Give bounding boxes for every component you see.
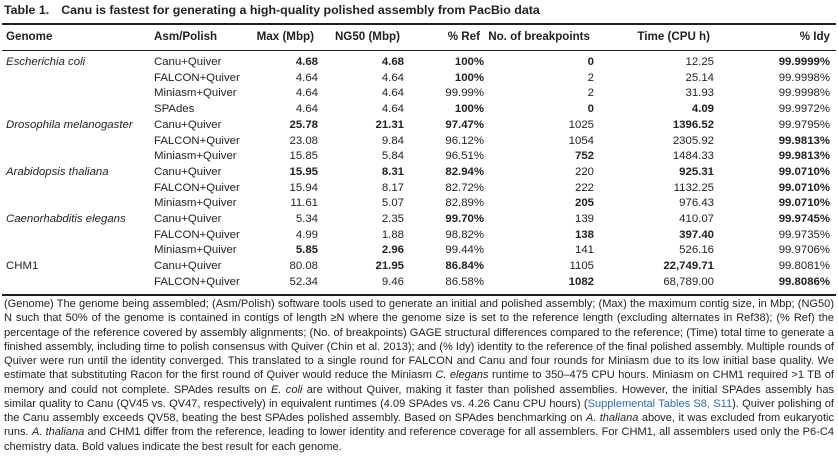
cell-time: 397.40	[679, 228, 714, 241]
cell-identity: 99.9745%	[778, 213, 830, 226]
cell-ng50: 8.17	[381, 181, 404, 194]
cell-asm: FALCON+Quiver	[154, 275, 240, 288]
cell-max: 5.34	[295, 213, 318, 226]
cell-identity: 99.9813%	[778, 150, 830, 163]
cell-identity: 99.9706%	[778, 244, 830, 257]
cell-ng50: 21.31	[375, 118, 404, 131]
footnote-species-a-thaliana: A. thaliana	[585, 412, 639, 424]
table-row	[0, 134, 838, 150]
cell-ng50: 4.64	[381, 71, 404, 84]
cell-max: 15.95	[289, 165, 318, 178]
cell-time: 410.07	[679, 213, 714, 226]
cell-ng50: 2.96	[381, 244, 404, 257]
cell-identity: 99.9999%	[778, 56, 830, 68]
cell-max: 52.34	[289, 275, 318, 288]
cell-ref: 99.70%	[445, 213, 484, 226]
cell-ref: 82.94%	[445, 165, 484, 178]
cell-breakpoints: 220	[574, 165, 594, 178]
cell-ref: 82.89%	[445, 197, 484, 210]
footnote-text: runtime to 350–475 CPU hours. Miniasm on CHM1 required >1 TB of memory and could not complete. SPAdes results on	[4, 369, 834, 396]
cell-identity: 99.9998%	[778, 87, 830, 100]
cell-breakpoints: 205	[574, 197, 594, 210]
cell-time: 976.43	[679, 197, 714, 210]
cell-ref: 96.51%	[445, 150, 484, 163]
cell-max: 25.78	[289, 118, 318, 131]
cell-identity: 99.8081%	[778, 260, 830, 273]
cell-max: 4.68	[295, 56, 318, 68]
cell-time: 25.14	[685, 71, 714, 84]
cell-asm: FALCON+Quiver	[154, 134, 240, 147]
header-breakpoints: No. of breakpoints	[488, 30, 590, 43]
cell-genome	[0, 181, 154, 197]
cell-genome: Caenorhabditis elegans	[6, 213, 126, 226]
table-row	[0, 118, 838, 134]
header-asm-polish: Asm/Polish	[154, 30, 218, 43]
header-identity: % Idy	[799, 30, 830, 43]
cell-asm: Canu+Quiver	[154, 56, 222, 68]
cell-time: 2305.92	[672, 134, 714, 147]
top-rule	[2, 23, 836, 25]
cell-time: 1396.52	[672, 118, 714, 131]
cell-ref: 100%	[454, 71, 484, 84]
supplemental-tables-link[interactable]: Supplemental Tables S8, S11	[587, 397, 733, 410]
cell-time: 31.93	[685, 87, 714, 100]
header-max: Max (Mbp)	[256, 30, 314, 43]
footnote-species-c-elegans: C. elegans	[435, 369, 489, 382]
cell-ng50: 5.84	[381, 150, 404, 163]
cell-ref: 86.84%	[445, 260, 484, 273]
cell-time: 12.25	[685, 56, 714, 68]
cell-max: 5.85	[295, 244, 318, 257]
cell-ref: 100%	[454, 103, 484, 116]
table-row	[0, 55, 838, 71]
cell-breakpoints: 2	[587, 71, 594, 84]
table-footnote	[4, 297, 834, 454]
cell-ref: 98.82%	[445, 228, 484, 241]
cell-max: 80.08	[289, 260, 318, 273]
header-genome: Genome	[6, 30, 53, 43]
cell-time: 22,749.71	[663, 260, 714, 273]
cell-identity: 99.9998%	[778, 71, 830, 84]
cell-asm: FALCON+Quiver	[154, 228, 240, 241]
cell-ref: 100%	[454, 56, 484, 68]
cell-asm: Canu+Quiver	[154, 213, 222, 226]
table-row	[0, 149, 838, 165]
cell-max: 23.08	[289, 134, 318, 147]
cell-max: 15.85	[289, 150, 318, 163]
cell-identity: 99.0710%	[778, 197, 830, 210]
cell-breakpoints: 222	[574, 181, 594, 194]
cell-max: 4.99	[295, 228, 318, 241]
cell-genome	[0, 196, 154, 212]
cell-genome: Arabidopsis thaliana	[6, 165, 109, 178]
cell-max: 4.64	[295, 103, 318, 116]
footnote-species-a-thaliana: A. thaliana	[31, 426, 85, 439]
cell-genome	[0, 149, 154, 165]
cell-genome	[0, 71, 154, 87]
cell-ref: 99.44%	[445, 244, 484, 257]
table-row	[0, 181, 838, 197]
cell-breakpoints: 1025	[568, 118, 594, 131]
cell-max: 4.64	[295, 87, 318, 100]
cell-identity: 99.0710%	[778, 181, 830, 194]
table-row	[0, 102, 838, 118]
cell-genome	[0, 134, 154, 150]
table-row	[0, 228, 838, 244]
cell-breakpoints: 1054	[568, 134, 594, 147]
cell-time: 526.16	[679, 244, 714, 257]
cell-max: 11.61	[290, 197, 318, 210]
cell-ref: 86.58%	[445, 275, 484, 288]
cell-ng50: 4.64	[381, 87, 404, 100]
table-row	[0, 165, 838, 181]
cell-breakpoints: 0	[587, 103, 594, 116]
cell-breakpoints: 1105	[569, 260, 594, 273]
footnote-text: above, it was excluded from eukaryotic runs.	[4, 412, 834, 439]
header-rule	[2, 50, 836, 51]
cell-time: 4.09	[691, 103, 714, 116]
footnote-text: and CHM1 differ from the reference, leading to lower identity and reference coverage for all assemblers. For CHM1, all assemblers used only the P6-C4 chemistry data. Bold values indicate the best result for each genome.	[4, 426, 834, 453]
table-title: Canu is fastest for generating a high-quality polished assembly from PacBio data	[61, 3, 540, 17]
cell-asm: Canu+Quiver	[154, 165, 222, 178]
header-ref: % Ref	[447, 30, 480, 43]
table-row	[0, 275, 838, 291]
table-header	[0, 30, 838, 46]
table-row	[0, 86, 838, 102]
cell-time: 925.31	[679, 165, 714, 178]
footnote-text: are without Quiver, making it faster than polished assemblies. However, the initial SPAdes assembly has similar quality to Canu (QV45 vs. QV47, respectively) in equivalent runtimes (4.09 SPAdes vs. 4.26 Canu CPU hours) (	[4, 383, 834, 410]
cell-ng50: 4.68	[381, 56, 404, 68]
cell-genome	[0, 102, 154, 118]
table-number: Table 1.	[4, 3, 50, 17]
cell-ng50: 1.88	[381, 228, 404, 241]
cell-breakpoints: 0	[587, 56, 594, 68]
table-caption	[4, 3, 540, 17]
cell-time: 1132.25	[673, 181, 714, 194]
footnote-text: (Genome) The genome being assembled; (Asm/Polish) software tools used to generate an initial and polished assembly; (Max) the maximum contig size, in Mbp; (NG50) N such that 50% of the genome is contained in contigs of length ≥N where the genome size is set to the reference length (excluding alternates in Ref38); (% Ref) the percentage of the reference covered by assembly alignments; (No. of breakpoints) GAGE structural differences compared to the reference; (Time) total time to generate a finished assembly, including time to polish consensus with Quiver (Chin et al. 2013); and (% Idy) identity to the reference of the final polished assembly. Multiple rounds of Quiver were run until the identity converged. This translated to a single round for FALCON and Canu and four rounds for Miniasm due to its low initial base quality. We estimate that substituting Racon for the first round of Quiver would reduce the Miniasm	[4, 298, 834, 382]
cell-asm: Miniasm+Quiver	[154, 197, 237, 210]
cell-ng50: 2.35	[381, 213, 404, 226]
table-row	[0, 243, 838, 259]
table-row	[0, 212, 838, 228]
table-row	[0, 196, 838, 212]
cell-ng50: 21.95	[375, 260, 404, 273]
header-ng50: NG50 (Mbp)	[334, 30, 400, 43]
cell-identity: 99.9735%	[778, 228, 830, 241]
cell-ref: 97.47%	[445, 118, 484, 131]
cell-ng50: 9.46	[381, 275, 404, 288]
cell-genome	[0, 243, 154, 259]
cell-breakpoints: 1082	[568, 275, 594, 288]
table-row	[0, 71, 838, 87]
cell-time: 1484.33	[672, 150, 714, 163]
cell-ref: 82.72%	[445, 181, 484, 194]
cell-genome: Drosophila melanogaster	[6, 118, 133, 131]
cell-breakpoints: 139	[574, 213, 594, 226]
cell-identity: 99.8086%	[778, 275, 830, 288]
cell-asm: FALCON+Quiver	[154, 181, 240, 194]
cell-asm: Canu+Quiver	[154, 260, 222, 273]
cell-ng50: 8.31	[381, 165, 404, 178]
cell-identity: 99.9795%	[778, 118, 830, 131]
cell-time: 68,789.00	[663, 275, 714, 288]
cell-asm: Canu+Quiver	[154, 118, 222, 131]
cell-ref: 96.12%	[445, 134, 484, 147]
cell-asm: FALCON+Quiver	[154, 71, 240, 84]
bottom-rule	[2, 294, 836, 296]
footnote-text: ). Quiver polishing of the Canu assembly exceeds QV58, beating the best SPAdes polished assembly. Based on SPAdes benchmarking on	[4, 397, 834, 424]
cell-ng50: 9.84	[381, 134, 404, 147]
cell-breakpoints: 138	[574, 228, 594, 241]
cell-asm: Miniasm+Quiver	[154, 244, 237, 257]
header-time: Time (CPU h)	[637, 30, 710, 43]
table-row	[0, 259, 838, 275]
cell-asm: Miniasm+Quiver	[154, 87, 237, 100]
cell-max: 15.94	[289, 181, 318, 194]
cell-asm: SPAdes	[154, 103, 195, 116]
cell-asm: Miniasm+Quiver	[154, 150, 237, 163]
cell-genome: CHM1	[6, 260, 39, 273]
cell-ng50: 5.07	[381, 197, 404, 210]
cell-identity: 99.0710%	[778, 165, 830, 178]
cell-breakpoints: 141	[574, 244, 594, 257]
cell-genome: Escherichia coli	[6, 56, 86, 68]
cell-breakpoints: 2	[587, 87, 594, 100]
cell-identity: 99.9813%	[778, 134, 830, 147]
cell-ref: 99.99%	[445, 87, 484, 100]
cell-ng50: 4.64	[381, 103, 404, 116]
cell-identity: 99.9972%	[778, 103, 830, 116]
results-table	[0, 55, 838, 291]
cell-genome	[0, 228, 154, 244]
cell-genome	[0, 275, 154, 291]
cell-max: 4.64	[295, 71, 318, 84]
cell-genome	[0, 86, 154, 102]
cell-breakpoints: 752	[574, 150, 594, 163]
footnote-species-e-coli: E. coli	[270, 383, 303, 396]
